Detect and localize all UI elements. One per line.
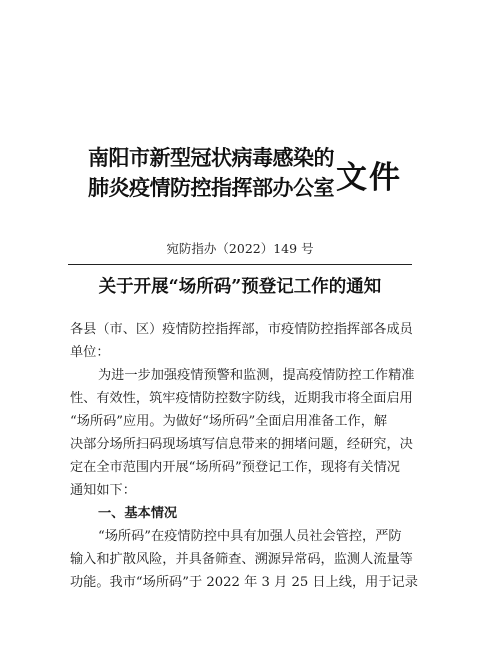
paragraph-1-line-3: “场所码”应用。为做好“场所码”全面启用准备工作，解: [70, 414, 388, 429]
document-body: [70, 318, 420, 594]
addressee-line-2: 单位：: [70, 345, 110, 360]
paragraph-1-line-6: 通知如下：: [70, 483, 136, 498]
paragraph-1-line-4: 决部分场所扫码现场填写信息带来的拥堵问题，经研究，决: [70, 437, 413, 452]
paragraph-1-line-2: 性、有效性，筑牢疫情防控数字防线，近期我市将全面启用: [70, 391, 413, 406]
paragraph-1-line-1: 为进一步加强疫情预警和监测，提高疫情防控工作精准: [98, 368, 415, 383]
paragraph-2-line-2: 输入和扩散风险，并具备筛查、溯源异常码，监测人流量等: [70, 552, 413, 567]
addressee-line-1: 各县（市、区）疫情防控指挥部，市疫情防控指挥部各成员: [70, 322, 413, 337]
header-divider: [68, 264, 412, 265]
paragraph-1-line-5: 定在全市范围内开展“场所码”预登记工作，现将有关情况: [70, 460, 400, 475]
issuer-name-line-2: 肺炎疫情防控指挥部办公室: [88, 175, 334, 200]
notice-title: 关于开展“场所码”预登记工作的通知: [98, 277, 382, 297]
section-1-heading: 一、基本情况: [98, 506, 178, 521]
issuer-name-line-1: 南阳市新型冠状病毒感染的: [88, 145, 334, 170]
paragraph-2-line-3: 功能。我市“场所码”于 2022 年 3 月 25 日上线，用于记录: [70, 575, 418, 590]
paragraph-2-line-1: “场所码”在疫情防控中具有加强人员社会管控，严防: [98, 529, 402, 544]
document-number: 宛防指办（2022）149 号: [166, 241, 314, 256]
document-type-label: 文件: [336, 160, 402, 196]
document-header: [88, 142, 418, 212]
